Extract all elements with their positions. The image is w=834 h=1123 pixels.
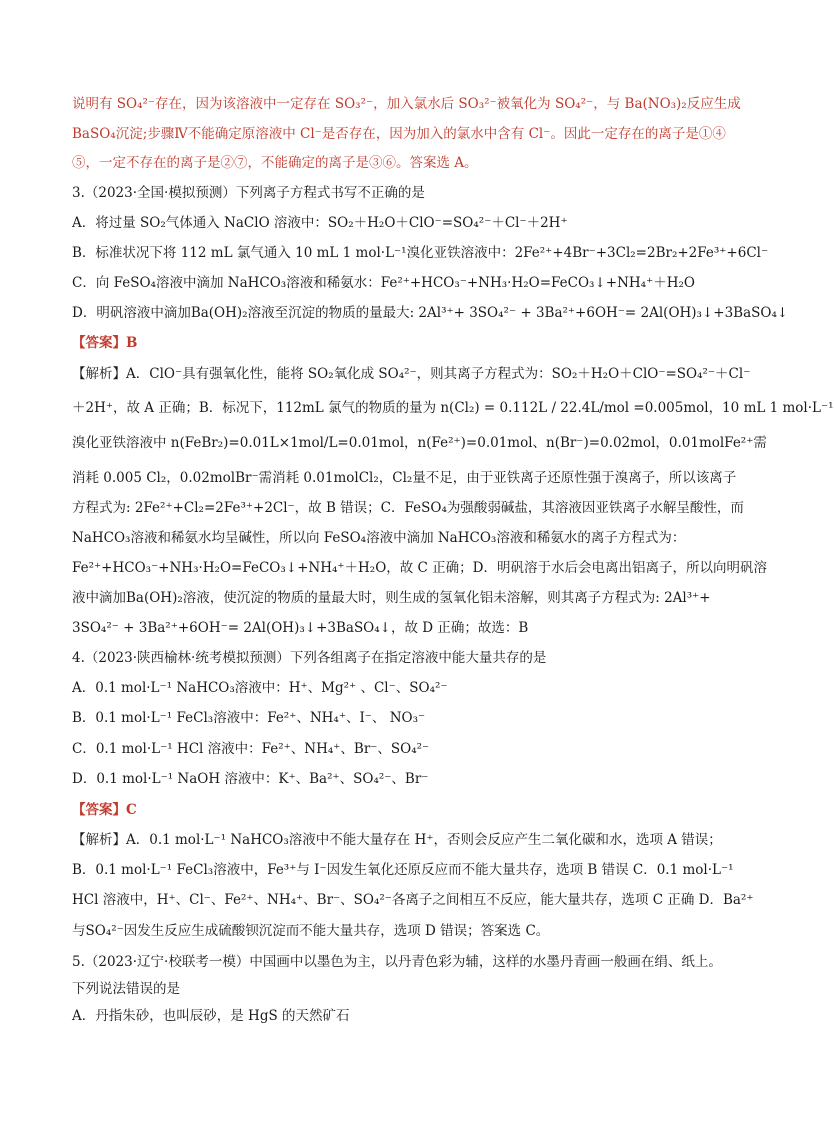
text-line: 3.（2023·全国·模拟预测）下列离子方程式书写不正确的是 (72, 185, 425, 201)
text-line: 【解析】A．ClO⁻具有强氧化性，能将 SO₂氧化成 SO₄²⁻，则其离子方程式为：SO₂＋H₂O＋ClO⁻=SO₄²⁻＋Cl⁻ (72, 366, 751, 382)
text-line: C．向 FeSO₄溶液中滴加 NaHCO₃溶液和稀氨水：Fe²⁺+HCO₃⁻+NH₃·H₂O=FeCO₃↓+NH₄⁺＋H₂O (72, 275, 695, 291)
text-line: 【解析】A．0.1 mol·L⁻¹ NaHCO₃溶液中不能大量存在 H⁺，否则会反应产生二氧化碳和水，选项 A 错误； (72, 832, 722, 848)
text-line: 溴化亚铁溶液中 n(FeBr₂)=0.01L×1mol/L=0.01mol，n(Fe²⁺)=0.01mol、n(Br⁻)=0.02mol，0.01molFe²⁺需 (72, 435, 767, 451)
text-line: B．0.1 mol·L⁻¹ FeCl₃溶液中：Fe²⁺、NH₄⁺、I⁻、 NO₃⁻ (72, 710, 426, 726)
text-line: 5.（2023·辽宁·校联考一模）中国画中以墨色为主，以丹青色彩为辅，这样的水墨丹青画一般画在绢、纸上。 (72, 954, 722, 970)
text-line: A．将过量 SO₂气体通入 NaClO 溶液中：SO₂＋H₂O＋ClO⁻=SO₄²⁻＋Cl⁻＋2H⁺ (72, 215, 568, 231)
text-line: 液中滴加Ba(OH)₂溶液，使沉淀的物质的量最大时，则生成的氢氧化铝未溶解，则其离子方程式为: 2Al³⁺+ (72, 590, 711, 606)
text-line: D．0.1 mol·L⁻¹ NaOH 溶液中：K⁺、Ba²⁺、SO₄²⁻、Br⁻ (72, 771, 429, 787)
text-line: 下列说法错误的是 (72, 981, 180, 997)
text-line: ＋2H⁺，故 A 正确；B．标况下，112mL 氯气的物质的量为 n(Cl₂) = 0.112L / 22.4L/mol =0.005mol，10 mL 1 mol·L⁻¹ (72, 400, 834, 416)
answer-line: 【答案】B (72, 335, 138, 351)
text-line: ⑤，一定不存在的离子是②⑦，不能确定的离子是③⑥。答案选 A。 (72, 155, 478, 171)
text-line: B．0.1 mol·L⁻¹ FeCl₃溶液中，Fe³⁺与 I⁻因发生氧化还原反应而不能大量共存，选项 B 错误 C．0.1 mol·L⁻¹ (72, 862, 734, 878)
text-line: BaSO₄沉淀;步骤Ⅳ不能确定原溶液中 Cl⁻是否存在，因为加入的氯水中含有 Cl⁻。因此一定存在的离子是①④ (72, 126, 726, 142)
text-line: 3SO₄²⁻ + 3Ba²⁺+6OH⁻= 2Al(OH)₃↓+3BaSO₄↓，故 D 正确；故选：B (72, 620, 529, 636)
answer-line: 【答案】C (72, 802, 137, 818)
text-line: 方程式为: 2Fe²⁺+Cl₂=2Fe³⁺+2Cl⁻，故 B 错误；C．FeSO₄为强酸弱碱盐，其溶液因亚铁离子水解呈酸性，而 (72, 500, 744, 516)
text-line: 与SO₄²⁻因发生反应生成硫酸钡沉淀而不能大量共存，选项 D 错误；答案选 C。 (72, 923, 550, 939)
text-line: HCl 溶液中，H⁺、Cl⁻、Fe²⁺、NH₄⁺、Br⁻、SO₄²⁻各离子之间相互不反应，能大量共存，选项 C 正确 D．Ba²⁺ (72, 892, 754, 908)
text-line: A．0.1 mol·L⁻¹ NaHCO₃溶液中：H⁺、Mg²⁺ 、Cl⁻、SO₄²⁻ (72, 680, 448, 696)
text-line: Fe²⁺+HCO₃⁻+NH₃·H₂O=FeCO₃↓+NH₄⁺＋H₂O，故 C 正确；D．明矾溶于水后会电离出铝离子，所以向明矾溶 (72, 560, 767, 576)
text-line: D．明矾溶液中滴加Ba(OH)₂溶液至沉淀的物质的量最大: 2Al³⁺+ 3SO₄²⁻ + 3Ba²⁺+6OH⁻= 2Al(OH)₃↓+3BaSO₄↓ (72, 305, 789, 321)
text-line: A．丹指朱砂，也叫辰砂，是 HgS 的天然矿石 (72, 1008, 350, 1024)
text-line: 4.（2023·陕西榆林·统考模拟预测）下列各组离子在指定溶液中能大量共存的是 (72, 650, 547, 666)
text-line: NaHCO₃溶液和稀氨水均呈碱性，所以向 FeSO₄溶液中滴加 NaHCO₃溶液和稀氨水的离子方程式为： (72, 530, 686, 546)
text-line: C．0.1 mol·L⁻¹ HCl 溶液中：Fe²⁺、NH₄⁺、Br⁻、SO₄²⁻ (72, 741, 430, 757)
text-line: 消耗 0.005 Cl₂，0.02molBr⁻需消耗 0.01molCl₂，Cl₂量不足，由于亚铁离子还原性强于溴离子，所以该离子 (72, 470, 737, 486)
text-line: 说明有 SO₄²⁻存在，因为该溶液中一定存在 SO₃²⁻，加入氯水后 SO₃²⁻被氧化为 SO₄²⁻，与 Ba(NO₃)₂反应生成 (72, 96, 741, 112)
text-line: B．标准状况下将 112 mL 氯气通入 10 mL 1 mol·L⁻¹溴化亚铁溶液中：2Fe²⁺+4Br⁻+3Cl₂=2Br₂+2Fe³⁺+6Cl⁻ (72, 245, 769, 261)
